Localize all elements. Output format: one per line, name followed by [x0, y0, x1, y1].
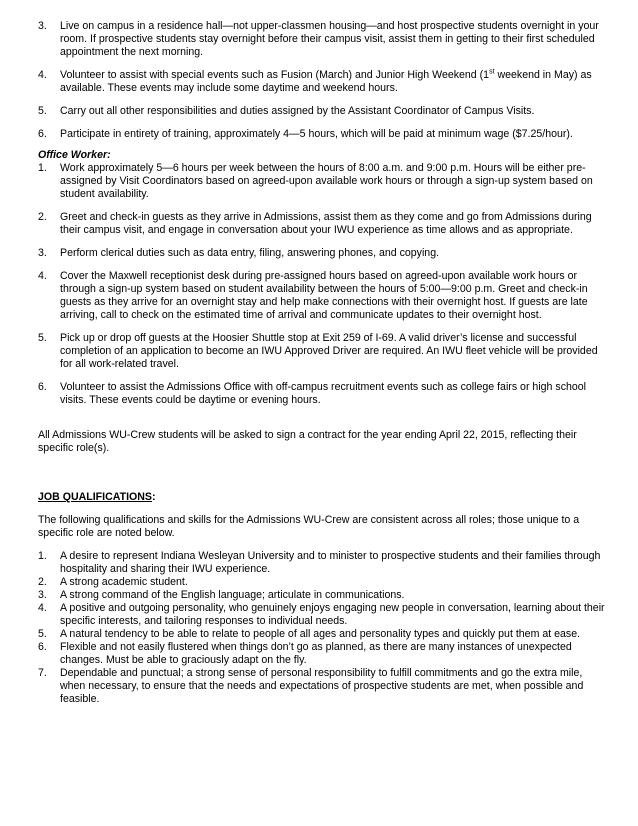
list-number: 7.: [38, 667, 47, 679]
list-text: Live on campus in a residence hall—not upper-classmen housing—and host prospective students overnight in your room. If prospective students stay overnight before their campus visit, assist them in getting to their first scheduled appointment the next morning.: [60, 20, 599, 58]
list-item: [38, 162, 608, 201]
qualifications-list: [38, 550, 608, 706]
list-text: A natural tendency to be able to relate to people of all ages and personality types and quickly put them at ease.: [60, 628, 581, 640]
list-number: 6.: [38, 128, 47, 140]
list-text: A desire to represent Indiana Wesleyan University and to minister to prospective students and their families through hospitality and sharing their IWU experience.: [60, 550, 601, 575]
qualifications-heading-text: JOB QUALIFICATIONS: [38, 491, 152, 503]
list-number: 5.: [38, 332, 47, 344]
list-item: [38, 69, 608, 95]
list-text: [60, 69, 608, 95]
list-item: [38, 589, 608, 602]
list-number: 4.: [38, 270, 47, 282]
list-text: Flexible and not easily flustered when things don’t go as planned, as there are many instances of unexpected changes. Must be able to graciously adapt on the fly.: [60, 641, 572, 666]
qualifications-intro: The following qualifications and skills for the Admissions WU-Crew are consistent across all roles; those unique to a specific role are noted below.: [38, 514, 580, 539]
list-text: Dependable and punctual; a strong sense of personal responsibility to fulfill commitments and go the extra mile, when necessary, to ensure that the needs and expectations of prospective students are met, when possible and feasible.: [60, 667, 584, 705]
list-number: 4.: [38, 602, 47, 614]
list-item: [38, 270, 608, 322]
office-worker-title: Office Worker:: [38, 149, 111, 161]
list-item: [38, 20, 608, 59]
list-text: Volunteer to assist the Admissions Office with off-campus recruitment events such as college fairs or high school visits. These events could be daytime or evening hours.: [60, 381, 587, 406]
list-number: 6.: [38, 641, 47, 653]
list-text: Greet and check-in guests as they arrive in Admissions, assist them as they come and go from Admissions during their campus visit, and engage in conversation about your IWU experience as time allows and as appropriate.: [60, 211, 592, 236]
list-item: [38, 128, 608, 141]
list-number: 1.: [38, 162, 47, 174]
document-page: [38, 20, 608, 706]
office-worker-list: [38, 162, 608, 407]
list-item: [38, 576, 608, 589]
list-text: Work approximately 5—6 hours per week between the hours of 8:00 a.m. and 9:00 p.m. Hours will be either pre-assigned by Visit Coordinators based on agreed-upon available work hours or through a sign-up system based on student availability.: [60, 162, 593, 200]
qualifications-heading: [38, 491, 608, 504]
list-item: [38, 628, 608, 641]
contract-note: All Admissions WU-Crew students will be asked to sign a contract for the year ending April 22, 2015, reflecting their specific role(s).: [38, 429, 577, 454]
list-text: A strong command of the English language; articulate in communications.: [60, 589, 405, 601]
list-number: 3.: [38, 247, 47, 259]
list-number: 6.: [38, 381, 47, 393]
list-number: 5.: [38, 105, 47, 117]
campus-duties-list: [38, 20, 608, 141]
list-text-part: Volunteer to assist with special events such as Fusion (March) and Junior High Weekend (1: [60, 69, 490, 81]
list-item: [38, 602, 608, 628]
list-item: [38, 247, 608, 260]
list-text: Carry out all other responsibilities and duties assigned by the Assistant Coordinator of Campus Visits.: [60, 105, 535, 117]
ordinal-suffix: st: [489, 68, 495, 76]
list-number: 3.: [38, 20, 47, 32]
list-item: [38, 211, 608, 237]
list-item: [38, 105, 608, 118]
list-number: 4.: [38, 69, 47, 81]
heading-colon: :: [151, 491, 156, 503]
list-number: 1.: [38, 550, 47, 562]
list-text: Participate in entirety of training, approximately 4—5 hours, which will be paid at minimum wage ($7.25/hour).: [60, 128, 573, 140]
list-item: [38, 641, 608, 667]
list-text: A strong academic student.: [60, 576, 188, 588]
list-item: [38, 667, 608, 706]
list-item: [38, 332, 608, 371]
list-item: [38, 381, 608, 407]
list-number: 5.: [38, 628, 47, 640]
list-text: A positive and outgoing personality, who genuinely enjoys engaging new people in conversation, learning about their specific interests, and tailoring responses to individual needs.: [60, 602, 605, 627]
list-number: 2.: [38, 576, 47, 588]
list-number: 2.: [38, 211, 47, 223]
list-text: Cover the Maxwell receptionist desk during pre-assigned hours based on agreed-upon available work hours or through a sign-up system based on student availability between the hours of 5:00—9:00 p.m. Greet and check-in guests as they arrive for an overnight stay and help make connections with their overnight host. If guests are late arriving, call to check on the estimated time of arrival and communicate updates to their overnight host.: [60, 270, 588, 321]
list-number: 3.: [38, 589, 47, 601]
list-item: [38, 550, 608, 576]
list-text: Pick up or drop off guests at the Hoosier Shuttle stop at Exit 259 of I-69. A valid driver’s license and successful completion of an application to become an IWU Approved Driver are required. An IWU fleet vehicle will be provided for all work-related travel.: [60, 332, 598, 370]
list-text-part: weekend in May) as available. These events may include some daytime and weekend hours.: [60, 69, 592, 94]
list-text: Perform clerical duties such as data entry, filing, answering phones, and copying.: [60, 247, 440, 259]
